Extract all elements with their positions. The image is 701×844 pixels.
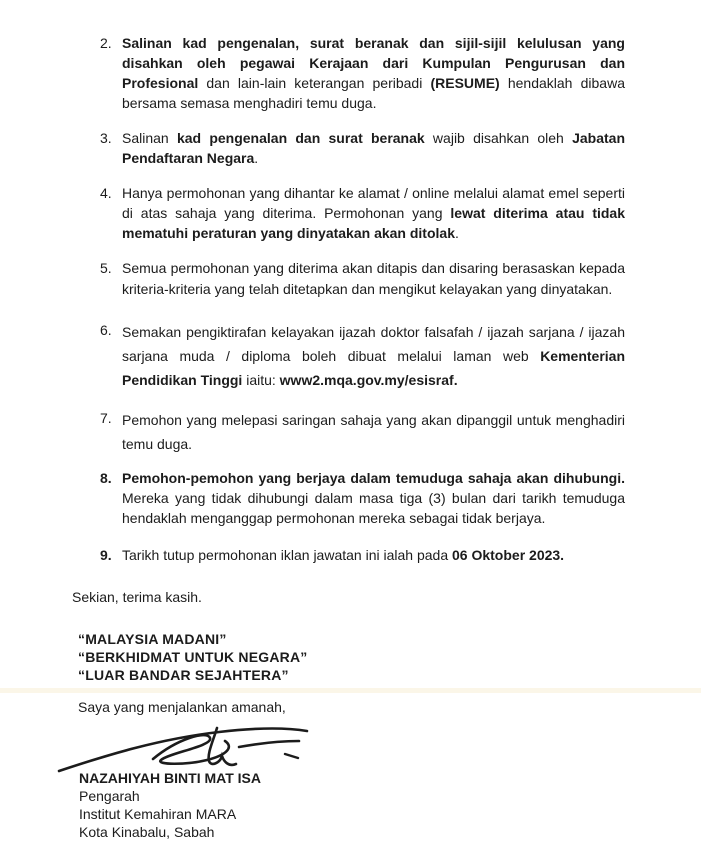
closing-statement: Saya yang menjalankan amanah, <box>78 699 286 715</box>
slogan-block <box>78 630 632 684</box>
signatory-location: Kota Kinabalu, Sabah <box>79 824 215 840</box>
text-segment: Mereka yang tidak dihubungi dalam masa tiga (3) bulan dari tarikh temuduga hendaklah menganggap permohonan mereka sebagai tidak berjaya. <box>122 490 625 526</box>
closing-thanks: Sekian, terima kasih. <box>72 589 202 605</box>
text-segment: dan lain-lain keterangan peribadi <box>198 75 431 91</box>
list-item <box>100 183 625 243</box>
item-number: 3. <box>100 130 112 146</box>
item-number: 4. <box>100 185 112 201</box>
text-segment: Salinan kad pengenalan, surat beranak dan sijil-sijil kelulusan yang disahkan oleh pegawai Kerajaan dari Kumpulan Pengurusan dan Profesional <box>122 35 625 91</box>
text-segment: (RESUME) <box>430 75 500 91</box>
signatory-organization: Institut Kemahiran MARA <box>79 806 237 822</box>
item-text <box>122 183 625 243</box>
text-segment: Semua permohonan yang diterima akan ditapis dan disaring berasaskan kepada kriteria-kriteria yang telah ditetapkan dan mengikut kelayakan yang dinyatakan. <box>122 260 625 297</box>
item-text <box>122 33 625 113</box>
signatory-title: Pengarah <box>79 788 140 804</box>
list-item <box>100 468 625 528</box>
item-text <box>122 320 625 392</box>
slogan-line: “BERKHIDMAT UNTUK NEGARA” <box>78 649 308 665</box>
list-item <box>100 33 625 113</box>
numbered-list <box>100 33 625 580</box>
item-number: 5. <box>100 260 112 276</box>
item-text <box>122 408 625 456</box>
slogan-line: “LUAR BANDAR SEJAHTERA” <box>78 667 289 683</box>
list-item <box>100 408 625 456</box>
text-segment: kad pengenalan dan surat beranak <box>176 130 425 146</box>
text-segment: lewat diterima atau tidak mematuhi peraturan yang dinyatakan akan ditolak <box>122 205 626 241</box>
text-segment: Pemohon-pemohon yang berjaya dalam temuduga sahaja akan dihubungi. <box>122 470 625 486</box>
closing-section <box>72 588 632 841</box>
text-segment: Hanya permohonan yang dihantar ke alamat / online melalui alamat emel seperti di atas sahaja yang diterima. Permohonan yang <box>122 185 625 221</box>
text-segment: www2.mqa.gov.my/esisraf. <box>279 372 458 388</box>
item-text <box>122 128 625 168</box>
item-number: 7. <box>100 410 112 426</box>
text-segment: Tarikh tutup permohonan iklan jawatan ini ialah pada <box>122 547 452 563</box>
slogan-line: “MALAYSIA MADANI” <box>78 631 227 647</box>
item-text <box>122 545 625 565</box>
item-text <box>122 258 625 300</box>
text-segment: . <box>254 150 259 166</box>
item-text <box>122 468 625 528</box>
text-segment: Kementerian Pendidikan Tinggi <box>122 348 625 388</box>
list-item <box>100 258 625 300</box>
list-item <box>100 128 625 168</box>
signatory-name: NAZAHIYAH BINTI MAT ISA <box>79 770 261 786</box>
signature-block <box>79 719 632 841</box>
list-item <box>100 545 625 565</box>
item-number: 6. <box>100 322 112 338</box>
text-segment: 06 Oktober 2023. <box>452 547 565 563</box>
list-item <box>100 320 625 392</box>
text-segment: . <box>455 225 459 241</box>
text-segment: Salinan <box>122 130 177 146</box>
text-segment: Semakan pengiktirafan kelayakan ijazah doktor falsafah / ijazah sarjana / ijazah sarjana muda / diploma boleh dibuat melalui laman web <box>122 324 625 364</box>
item-number: 8. <box>100 470 112 486</box>
text-segment: Pemohon yang melepasi saringan sahaja yang akan dipanggil untuk menghadiri temu duga. <box>122 412 625 452</box>
text-segment: Jabatan Pendaftaran Negara <box>122 130 626 166</box>
text-segment: hendaklah dibawa bersama semasa menghadiri temu duga. <box>122 75 625 111</box>
text-segment: wajib disahkan oleh <box>424 130 573 146</box>
text-segment: iaitu: <box>242 372 280 388</box>
item-number: 9. <box>100 547 112 563</box>
item-number: 2. <box>100 35 112 51</box>
